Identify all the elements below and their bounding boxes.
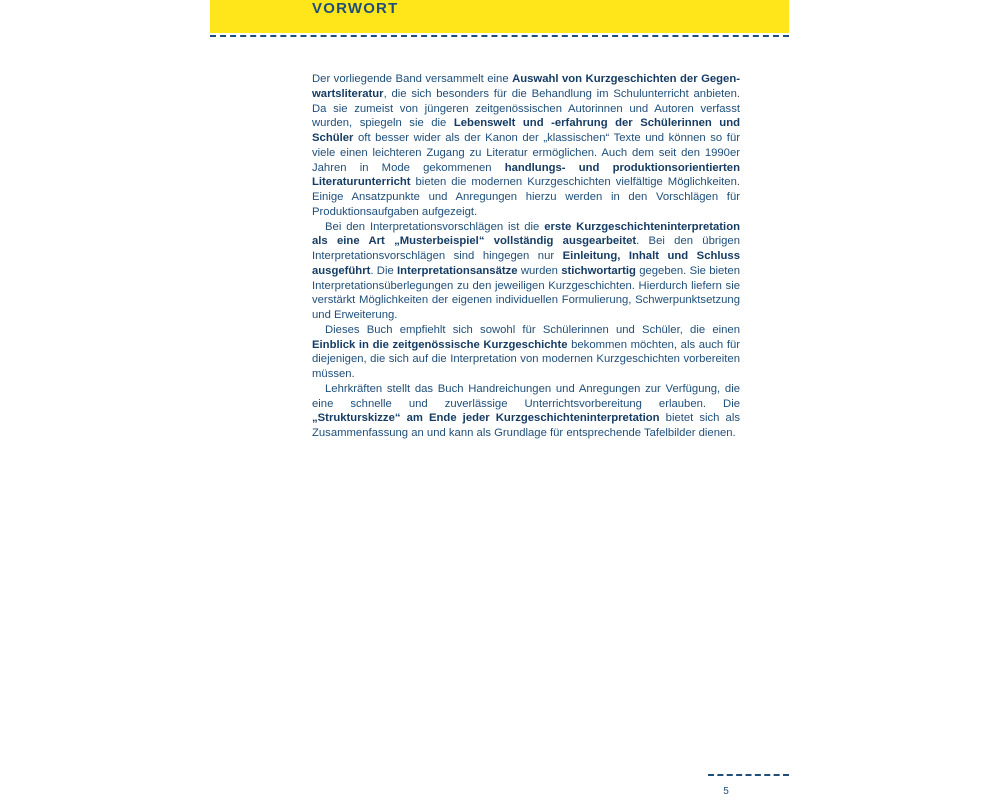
emphasis-text: Auswahl von Kurzgeschichten der Gegenwartsliteratur bbox=[312, 73, 740, 100]
text-run: Dieses Buch empfiehlt sich sowohl für Schülerinnen und Schüler, die einen bbox=[325, 323, 740, 336]
page-title: VORWORT bbox=[312, 0, 399, 17]
page-number: 5 bbox=[723, 786, 729, 797]
text-run: . Die bbox=[370, 264, 398, 277]
emphasis-text: Interpretationsansätze bbox=[397, 264, 518, 277]
text-run: Bei den Interpretationsvorschlägen ist die bbox=[325, 220, 545, 233]
emphasis-text: Einblick in die zeitgenössische Kurzgeschichte bbox=[312, 338, 568, 351]
text-run: bekommen möchten, als auch für diejenigen, die sich auf die Interpretation von modernen Kurzgeschichten vorbereiten müssen. bbox=[312, 338, 740, 380]
text-run: , die sich besonders für die Behandlung im Schulunterricht anbieten. Da sie zumeist von jüngeren zeitgenössischen Autorinnen und Autoren verfasst wurden, spiegeln sie die bbox=[312, 87, 740, 130]
emphasis-text: erste Kurzgeschichteninterpretation als eine Art „Musterbeispiel“ vollständig ausgearbeitet bbox=[312, 220, 740, 248]
header-divider bbox=[210, 35, 789, 37]
emphasis-text: handlungs- und produktionsorientierten Literaturunterricht bbox=[312, 161, 740, 189]
paragraph-1 bbox=[312, 72, 740, 220]
foreword-text bbox=[312, 72, 740, 441]
text-run: wurden bbox=[517, 264, 562, 277]
emphasis-text: „Strukturskizze“ am Ende jeder Kurzgeschichteninterpretation bbox=[312, 412, 660, 425]
text-run: Der vorliegende Band versammelt eine bbox=[312, 73, 513, 85]
header-band bbox=[210, 0, 789, 33]
footer-divider bbox=[708, 774, 789, 776]
text-run: gegeben. Sie bieten Interpretationsüberlegungen zu den jeweiligen Kurzgeschichten. Hierdurch liefern sie verstärkt Möglichkeiten der eigenen individuellen Formulierung, Schwerpunktsetzung und Erweiterung. bbox=[312, 264, 740, 321]
text-run: . Bei den übrigen Interpretationsvorschlägen sind hingegen nur bbox=[312, 235, 740, 262]
paragraph-2 bbox=[312, 220, 740, 323]
emphasis-text: Einleitung, Inhalt und Schluss ausgeführt bbox=[312, 250, 740, 277]
text-run: oft besser wider als der Kanon der „klassischen“ Texte und können so für viele einen leichteren Zugang zu Literatur ermöglichen. Auch dem seit den 1990er Jahren in Mode gekommenen bbox=[312, 132, 740, 174]
text-run: bieten die modernen Kurzgeschichten vielfältige Möglichkeiten. Einige Ansatzpunkte und Anregungen hierzu werden in den Vorschlägen für Produktionsaufgaben aufgezeigt. bbox=[312, 176, 740, 218]
paragraph-4 bbox=[312, 382, 740, 441]
text-run: Lehrkräften stellt das Buch Handreichungen und Anregungen zur Verfügung, die eine schnelle und zuverlässige Unterrichtsvorbereitung erlauben. Die bbox=[312, 382, 740, 410]
emphasis-text: Lebenswelt und -erfahrung der Schülerinnen und Schüler bbox=[312, 117, 740, 144]
text-run: bietet sich als Zusammenfassung an und kann als Grundlage für entsprechende Tafelbilder dienen. bbox=[312, 412, 740, 439]
emphasis-text: stichwortartig bbox=[561, 264, 636, 277]
paragraph-3 bbox=[312, 323, 740, 382]
